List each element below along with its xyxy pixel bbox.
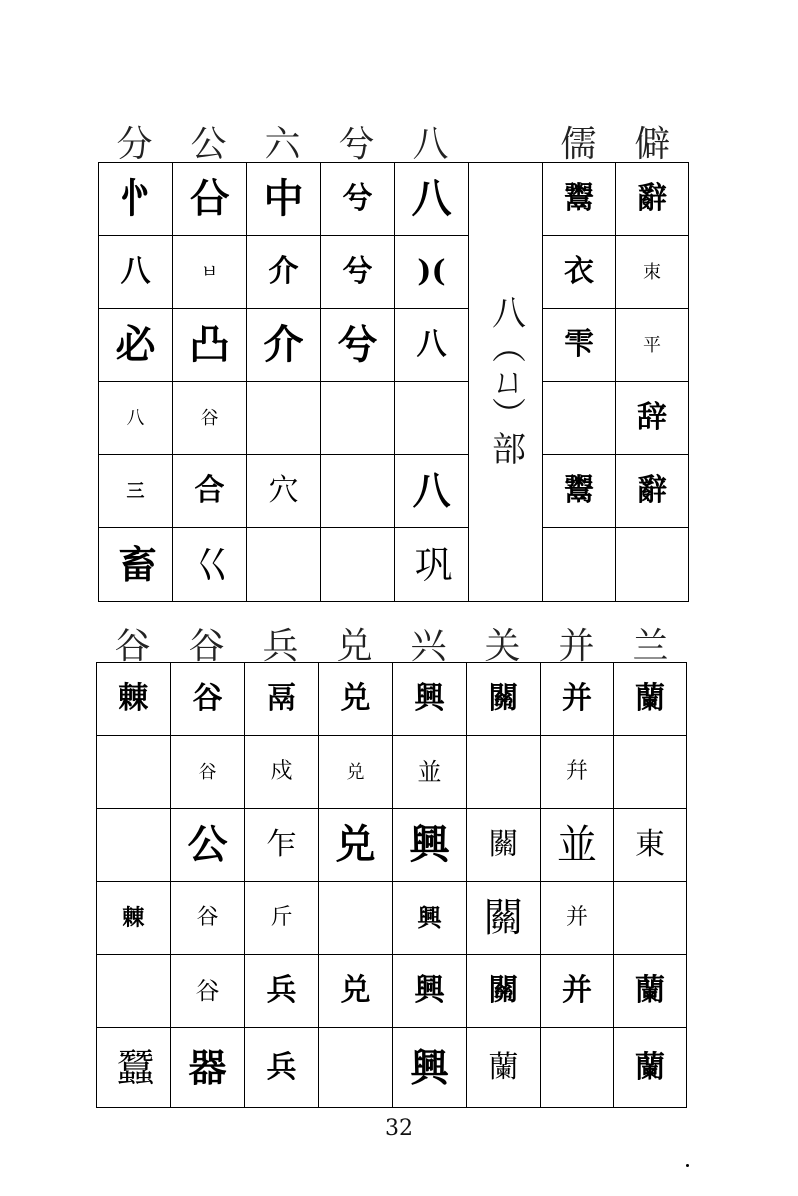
seal-glyph: 兮 <box>342 254 373 289</box>
glyph-cell <box>171 882 245 955</box>
empty-cell <box>543 528 616 602</box>
glyph-cell <box>541 955 614 1028</box>
seal-glyph: 關 <box>483 895 524 941</box>
seal-glyph: 介 <box>263 321 304 368</box>
seal-glyph: 蘭 <box>635 973 665 1008</box>
seal-glyph: 鬻 <box>564 473 594 508</box>
seal-glyph: 介 <box>268 254 299 289</box>
glyph-cell <box>614 1028 687 1108</box>
seal-glyph: 鬻 <box>564 181 594 216</box>
top-header-7: 儒 <box>560 124 597 165</box>
bottom-header-6: 关 <box>484 626 521 667</box>
seal-glyph: 㯥 <box>118 681 149 716</box>
glyph-cell <box>543 236 616 309</box>
glyph-cell <box>245 663 319 736</box>
seal-glyph: 興 <box>409 821 450 868</box>
bottom-header-2: 谷 <box>188 626 225 667</box>
glyph-cell <box>395 309 469 382</box>
seal-glyph: 八 <box>412 468 451 513</box>
empty-cell <box>395 382 469 455</box>
seal-glyph: 公 <box>187 821 228 868</box>
empty-cell <box>247 382 321 455</box>
empty-cell <box>543 382 616 455</box>
empty-cell <box>319 1028 393 1108</box>
top-header-4: 兮 <box>338 124 375 165</box>
glyph-cell <box>247 236 321 309</box>
glyph-cell <box>321 163 395 236</box>
glyph-cell <box>173 309 247 382</box>
top-row-3 <box>99 309 689 382</box>
seal-glyph: 并 <box>565 905 588 930</box>
glyph-cell <box>395 455 469 528</box>
seal-glyph: 蘭 <box>635 1049 665 1085</box>
glyph-cell <box>171 1028 245 1108</box>
seal-glyph: 蠶 <box>116 1045 151 1090</box>
seal-glyph: 谷 <box>196 905 219 930</box>
glyph-cell <box>467 882 541 955</box>
bottom-header-3: 兵 <box>262 626 299 667</box>
bottom-header-row <box>96 618 686 667</box>
bottom-glyph-table <box>96 662 687 1108</box>
bottom-row-1 <box>97 663 687 736</box>
seal-glyph: 鬲 <box>266 681 297 716</box>
seal-glyph: 凸 <box>189 321 230 368</box>
glyph-cell <box>173 236 247 309</box>
glyph-cell <box>171 663 245 736</box>
glyph-cell <box>173 528 247 602</box>
bottom-row-6 <box>97 1028 687 1108</box>
top-row-2 <box>99 236 689 309</box>
seal-glyph: 蘭 <box>488 1049 519 1085</box>
empty-cell <box>321 455 395 528</box>
glyph-cell <box>171 955 245 1028</box>
seal-glyph: 㕣 <box>189 175 230 222</box>
glyph-cell <box>616 309 689 382</box>
seal-glyph: 八 <box>416 327 447 362</box>
seal-glyph: 兑 <box>335 821 376 868</box>
seal-glyph: 興 <box>417 903 442 932</box>
glyph-cell <box>319 809 393 882</box>
glyph-cell <box>616 455 689 528</box>
empty-cell <box>614 882 687 955</box>
glyph-cell <box>319 663 393 736</box>
glyph-cell <box>171 736 245 809</box>
seal-glyph: 必 <box>115 321 156 368</box>
bottom-header-5: 兴 <box>410 626 447 667</box>
seal-glyph: 并 <box>562 681 592 716</box>
radical-label-char: 八 <box>485 295 526 329</box>
glyph-cell <box>467 809 541 882</box>
page-number: 32 <box>385 1116 413 1141</box>
glyph-cell <box>393 882 467 955</box>
bottom-header-8: 兰 <box>632 626 669 667</box>
radical-label-char: ︶ <box>485 397 526 431</box>
seal-glyph: 辭 <box>637 181 667 216</box>
top-glyph-table <box>98 162 689 602</box>
glyph-cell <box>467 1028 541 1108</box>
radical-label-char: ︵ <box>485 329 526 363</box>
empty-cell <box>541 1028 614 1108</box>
top-header-5: 八 <box>412 124 449 165</box>
glyph-cell <box>245 882 319 955</box>
glyph-cell <box>173 163 247 236</box>
seal-glyph: 合 <box>194 473 225 508</box>
empty-cell <box>319 882 393 955</box>
bottom-header-1: 谷 <box>114 626 151 667</box>
seal-glyph: 興 <box>414 973 445 1008</box>
glyph-cell <box>247 163 321 236</box>
top-row-4 <box>99 382 689 455</box>
seal-glyph: 兑 <box>340 681 371 716</box>
empty-cell <box>321 382 395 455</box>
seal-glyph: 中 <box>263 175 304 222</box>
seal-glyph: 三 <box>126 480 145 502</box>
seal-glyph: )( <box>417 254 446 289</box>
empty-cell <box>97 809 171 882</box>
empty-cell <box>467 736 541 809</box>
seal-glyph: ㅂ <box>200 261 219 283</box>
seal-glyph: 兵 <box>266 973 297 1008</box>
bottom-header-7: 并 <box>558 626 595 667</box>
empty-cell <box>321 528 395 602</box>
glyph-cell <box>614 809 687 882</box>
glyph-cell <box>99 236 173 309</box>
seal-glyph: 㯥 <box>122 905 145 931</box>
glyph-cell <box>171 809 245 882</box>
seal-glyph: 谷 <box>192 681 223 716</box>
seal-glyph: 谷 <box>198 761 217 783</box>
empty-cell <box>616 528 689 602</box>
seal-glyph: 八 <box>126 407 145 429</box>
seal-glyph: 谷 <box>200 407 219 429</box>
glyph-cell <box>173 455 247 528</box>
bottom-row-3 <box>97 809 687 882</box>
glyph-cell <box>395 528 469 602</box>
empty-cell <box>247 528 321 602</box>
empty-cell <box>614 736 687 809</box>
seal-glyph: 關 <box>488 681 519 716</box>
glyph-cell <box>319 955 393 1028</box>
top-row-6 <box>99 528 689 602</box>
glyph-cell <box>393 663 467 736</box>
seal-glyph: 蘭 <box>635 681 665 716</box>
glyph-cell <box>541 809 614 882</box>
seal-glyph: 乍 <box>266 827 297 862</box>
glyph-cell <box>616 236 689 309</box>
glyph-cell <box>467 663 541 736</box>
seal-glyph: 辭 <box>637 473 667 508</box>
glyph-cell <box>99 309 173 382</box>
radical-label-char: ㄩ <box>485 363 526 397</box>
glyph-cell <box>99 455 173 528</box>
top-header-3: 六 <box>264 124 301 165</box>
glyph-cell <box>99 382 173 455</box>
glyph-cell <box>616 382 689 455</box>
seal-glyph: 器 <box>188 1044 227 1090</box>
glyph-cell <box>319 736 393 809</box>
seal-glyph: 兮 <box>342 181 373 216</box>
glyph-cell <box>97 663 171 736</box>
glyph-cell <box>173 382 247 455</box>
radical-label-char: 部 <box>485 431 526 465</box>
seal-glyph: 平 <box>643 334 661 356</box>
seal-glyph: 朿 <box>643 261 661 283</box>
glyph-cell <box>395 236 469 309</box>
seal-glyph: 關 <box>488 827 519 862</box>
seal-glyph: 興 <box>410 1044 449 1090</box>
seal-glyph: 幷 <box>565 759 588 784</box>
glyph-cell <box>395 163 469 236</box>
seal-glyph: 兑 <box>340 973 371 1008</box>
glyph-cell <box>393 736 467 809</box>
glyph-cell <box>321 236 395 309</box>
seal-glyph: 兮 <box>337 321 378 368</box>
glyph-cell <box>393 809 467 882</box>
glyph-cell <box>616 163 689 236</box>
glyph-cell <box>393 955 467 1028</box>
glyph-cell <box>97 882 171 955</box>
glyph-cell <box>543 309 616 382</box>
glyph-cell <box>245 736 319 809</box>
glyph-cell <box>543 163 616 236</box>
seal-glyph: 興 <box>414 681 445 716</box>
seal-glyph: 東 <box>635 827 665 862</box>
top-header-2: 公 <box>190 124 227 165</box>
top-row-1 <box>99 163 689 236</box>
seal-glyph: 并 <box>562 973 592 1008</box>
seal-glyph: 谷 <box>195 977 220 1005</box>
seal-glyph: 八 <box>411 175 452 222</box>
seal-glyph: 兑 <box>346 761 365 783</box>
glyph-cell <box>99 163 173 236</box>
glyph-cell <box>97 1028 171 1108</box>
seal-glyph: 巜 <box>192 542 227 587</box>
glyph-cell <box>247 455 321 528</box>
glyph-cell <box>614 663 687 736</box>
seal-glyph: 巩 <box>414 542 449 587</box>
empty-cell <box>97 955 171 1028</box>
radical-label <box>485 295 526 465</box>
seal-glyph: 畜 <box>118 541 153 587</box>
glyph-cell <box>467 955 541 1028</box>
seal-glyph: 並 <box>557 822 597 868</box>
seal-glyph: 兵 <box>266 1049 297 1085</box>
seal-glyph: 八 <box>120 254 151 289</box>
top-header-row <box>98 116 688 165</box>
glyph-cell <box>245 955 319 1028</box>
seal-glyph: 並 <box>417 758 442 786</box>
glyph-cell <box>393 1028 467 1108</box>
empty-cell <box>97 736 171 809</box>
seal-glyph: 雫 <box>564 327 594 362</box>
glyph-cell <box>543 455 616 528</box>
seal-glyph: 㣺 <box>115 175 156 222</box>
glyph-cell <box>99 528 173 602</box>
bottom-row-2 <box>97 736 687 809</box>
glyph-cell <box>541 882 614 955</box>
seal-glyph: 衣 <box>564 254 594 289</box>
radical-label-cell <box>469 163 543 602</box>
glyph-cell <box>321 309 395 382</box>
seal-glyph: 穴 <box>268 473 299 508</box>
glyph-cell <box>247 309 321 382</box>
seal-glyph: 辞 <box>637 400 667 435</box>
glyph-cell <box>245 1028 319 1108</box>
top-header-8: 僻 <box>634 124 671 165</box>
seal-glyph: 戍 <box>270 759 293 784</box>
bottom-row-4 <box>97 882 687 955</box>
bottom-header-4: 兑 <box>336 626 373 667</box>
top-row-5 <box>99 455 689 528</box>
glyph-cell <box>541 736 614 809</box>
seal-glyph: 斤 <box>270 905 293 930</box>
glyph-cell <box>541 663 614 736</box>
glyph-cell <box>245 809 319 882</box>
seal-glyph: 關 <box>488 973 519 1008</box>
bottom-row-5 <box>97 955 687 1028</box>
top-header-1: 分 <box>116 124 153 165</box>
speck-mark <box>686 1164 689 1167</box>
glyph-cell <box>614 955 687 1028</box>
